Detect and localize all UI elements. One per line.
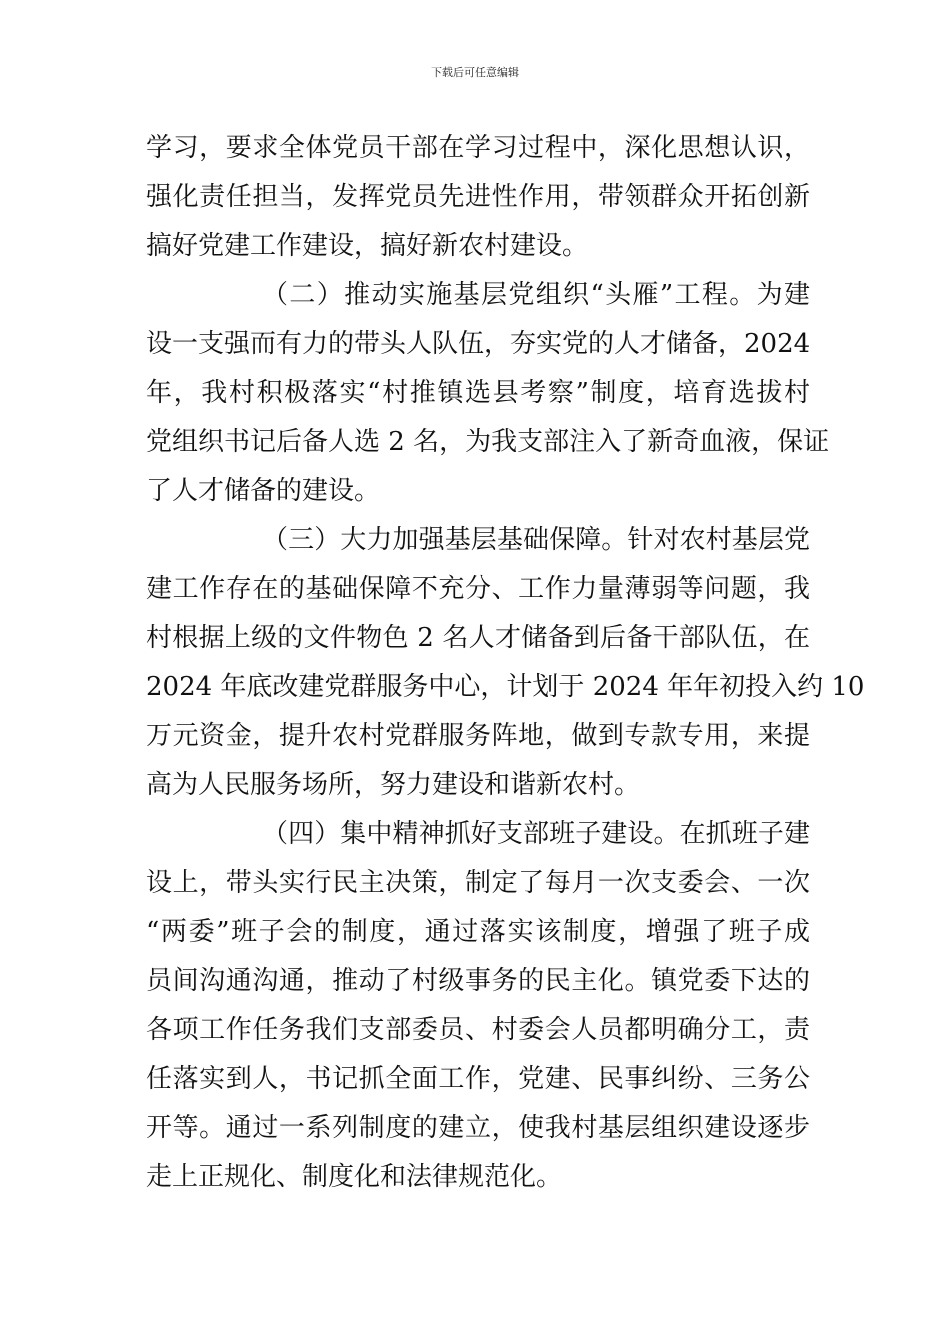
text-line: 强化责任担当，发挥党员先进性作用，带领群众开拓创新 bbox=[146, 182, 810, 212]
text-line: 党组织书记后备人选 2 名，为我支部注入了新奇血液，保证 bbox=[146, 427, 830, 457]
text-line: 学习，要求全体党员干部在学习过程中，深化思想认识， bbox=[146, 133, 810, 163]
text-line: 设一支强而有力的带头人队伍，夯实党的人才储备，2024 bbox=[146, 329, 811, 359]
document-body bbox=[146, 124, 865, 1202]
text-line: 开等。通过一系列制度的建立，使我村基层组织建设逐步 bbox=[146, 1113, 810, 1143]
text-line: 年，我村积极落实“村推镇选县考察”制度，培育选拔村 bbox=[146, 378, 810, 408]
text-line: “两委”班子会的制度，通过落实该制度，增强了班子成 bbox=[146, 917, 810, 947]
text-line: 搞好党建工作建设，搞好新农村建设。 bbox=[146, 231, 589, 261]
text-line: 了人才储备的建设。 bbox=[146, 476, 381, 506]
text-line: 建工作存在的基础保障不充分、工作力量薄弱等问题，我 bbox=[146, 574, 810, 604]
section-heading-line: （四）集中精神抓好支部班子建设。在抓班子建 bbox=[262, 819, 810, 849]
text-line: 2024 年底改建党群服务中心，计划于 2024 年年初投入约 10 bbox=[146, 672, 865, 702]
text-line: 村根据上级的文件物色 2 名人才储备到后备干部队伍，在 bbox=[146, 623, 810, 653]
section-heading-line: （二）推动实施基层党组织“头雁”工程。为建 bbox=[262, 280, 810, 310]
text-line: 各项工作任务我们支部委员、村委会人员都明确分工，责 bbox=[146, 1015, 810, 1045]
text-line: 走上正规化、制度化和法律规范化。 bbox=[146, 1162, 563, 1192]
text-line: 员间沟通沟通，推动了村级事务的民主化。镇党委下达的 bbox=[146, 966, 810, 996]
page-header: 下载后可任意编辑 bbox=[431, 66, 519, 79]
text-line: 高为人民服务场所，努力建设和谐新农村。 bbox=[146, 770, 641, 800]
text-line: 设上，带头实行民主决策，制定了每月一次支委会、一次 bbox=[146, 868, 810, 898]
section-heading-line: （三）大力加强基层基础保障。针对农村基层党 bbox=[262, 525, 810, 555]
text-line: 万元资金，提升农村党群服务阵地，做到专款专用，来提 bbox=[146, 721, 810, 751]
text-line: 任落实到人，书记抓全面工作，党建、民事纠纷、三务公 bbox=[146, 1064, 810, 1094]
